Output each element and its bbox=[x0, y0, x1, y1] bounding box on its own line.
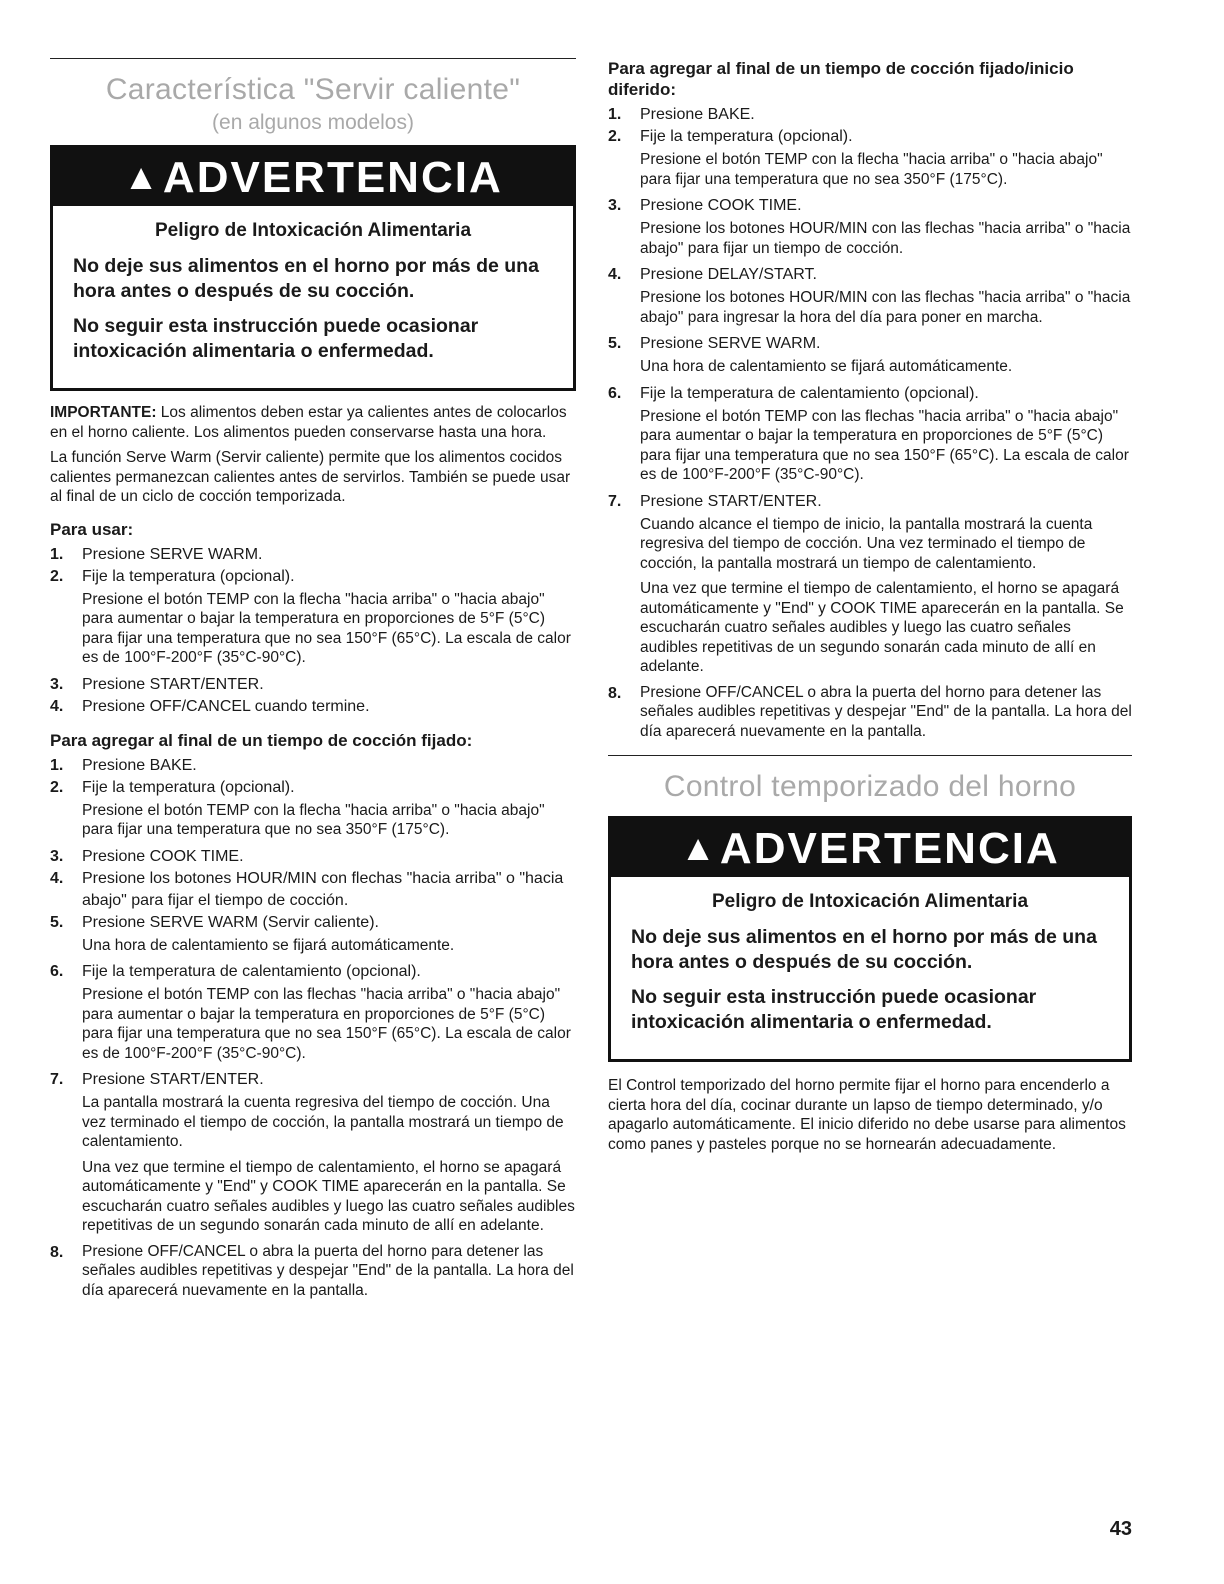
step-number: 4. bbox=[50, 697, 64, 715]
intro-paragraph: La función Serve Warm (Servir caliente) permite que los alimentos cocidos calientes permanezcan calientes antes de servirlos. También se puede usar al final de un ciclo de cocción temporizada. bbox=[50, 449, 571, 505]
warning-line-2: No seguir esta instrucción puede ocasionar intoxicación alimentaria o enfermedad. bbox=[631, 986, 1037, 1033]
section-subtitle: (en algunos modelos) bbox=[212, 111, 414, 134]
list-item bbox=[50, 777, 576, 840]
list-item bbox=[608, 333, 1132, 377]
warning-box bbox=[608, 816, 1132, 1062]
section-title-timed-control: Control temporizado del horno bbox=[663, 770, 1077, 803]
step-detail: La pantalla mostrará la cuenta regresiva del tiempo de cocción. Una vez terminado el tiempo de cocción, la pantalla mostrará un tiempo de calentamiento. bbox=[82, 1094, 564, 1150]
step-text: Fije la temperatura de calentamiento (opcional). bbox=[640, 384, 979, 402]
step-number: 7. bbox=[50, 1071, 64, 1088]
step-text: Presione COOK TIME. bbox=[82, 847, 244, 865]
step-text: Fije la temperatura (opcional). bbox=[82, 778, 295, 796]
list-item bbox=[50, 755, 576, 777]
warning-banner-text: ADVERTENCIA bbox=[719, 824, 1060, 873]
warning-banner-text: ADVERTENCIA bbox=[162, 153, 503, 202]
step-number: 2. bbox=[50, 778, 64, 796]
step-text: Presione DELAY/START. bbox=[640, 266, 817, 283]
step-detail: Presione el botón TEMP con la flecha "hacia arriba" o "hacia abajo" para fijar una temperatura que no sea 350°F (175°C). bbox=[640, 151, 1103, 188]
list-item bbox=[50, 961, 576, 1063]
list-item bbox=[608, 264, 1132, 327]
para-usar-heading: Para usar: bbox=[50, 519, 134, 539]
important-text: Los alimentos deben estar ya calientes antes de colocarlos en el horno caliente. Los alimentos pueden conservarse hasta una hora. bbox=[50, 404, 567, 441]
step-number: 4. bbox=[608, 266, 622, 283]
list-item bbox=[608, 104, 1132, 126]
step-detail: Una hora de calentamiento se fijará automáticamente. bbox=[82, 936, 455, 954]
warning-heading: Peligro de Intoxicación Alimentaria bbox=[711, 891, 1029, 912]
step-number: 4. bbox=[50, 869, 64, 887]
para-usar-steps bbox=[50, 544, 576, 718]
step-number: 6. bbox=[608, 384, 622, 402]
warning-body bbox=[611, 877, 1129, 1059]
step-text: Presione SERVE WARM. bbox=[82, 545, 263, 563]
step-number: 3. bbox=[50, 675, 64, 693]
list-item bbox=[50, 1242, 576, 1301]
important-label: IMPORTANTE: bbox=[50, 404, 157, 421]
step-detail-2: Una vez que termine el tiempo de calentamiento, el horno se apagará automáticamente y "End" y COOK TIME aparecerán en la pantalla. Se escucharán cuatro señales audibles y luego las cuatro señales audibles repetitivas de un segundo sonarán cada minuto de allí en adelante. bbox=[82, 1158, 575, 1234]
warning-line-2: No seguir esta instrucción puede ocasionar intoxicación alimentaria o enfermedad. bbox=[73, 315, 479, 362]
step-text: Fije la temperatura (opcional). bbox=[82, 567, 295, 585]
step-number: 5. bbox=[50, 913, 64, 931]
step-detail: Presione los botones HOUR/MIN con las flechas "hacia arriba" o "hacia abajo" para fijar un tiempo de cocción. bbox=[640, 220, 1131, 257]
list-item bbox=[50, 544, 576, 566]
step-text: Presione OFF/CANCEL o abra la puerta del horno para detener las señales audibles repetitivas y despejar "End" de la pantalla. La hora del día aparecerá nuevamente en la pantalla. bbox=[640, 683, 1132, 740]
step-text: Presione SERVE WARM. bbox=[640, 335, 821, 352]
step-number: 5. bbox=[608, 335, 622, 352]
list-item bbox=[608, 126, 1132, 189]
step-number: 1. bbox=[50, 756, 64, 774]
step-number: 1. bbox=[50, 545, 64, 563]
step-text: Presione BAKE. bbox=[640, 106, 755, 123]
important-paragraph bbox=[50, 403, 576, 442]
list-item bbox=[608, 383, 1132, 485]
step-text: Fije la temperatura de calentamiento (opcional). bbox=[82, 963, 421, 980]
warning-body bbox=[53, 206, 573, 388]
top-rule bbox=[50, 58, 576, 59]
section-title-serve-warm: Característica "Servir caliente" bbox=[105, 73, 521, 106]
step-text: Presione OFF/CANCEL cuando termine. bbox=[82, 697, 370, 715]
list-item bbox=[50, 912, 576, 956]
warning-banner bbox=[53, 148, 573, 206]
list-item bbox=[50, 696, 576, 718]
warning-box bbox=[50, 145, 576, 391]
diferido-steps bbox=[608, 104, 1132, 741]
timed-intro-paragraph: El Control temporizado del horno permite fijar el horno para encenderlo a cierta hora del día, cocinar durante un lapso de tiempo determinado, y/o apagarlo automáticamente. El inicio diferido no debe usarse para alimentos como panes y pasteles porque no se hornearán adecuadamente. bbox=[608, 1077, 1126, 1153]
step-text: Fije la temperatura (opcional). bbox=[640, 128, 853, 145]
warning-line-1: No deje sus alimentos en el horno por más de una hora antes o después de su cocción. bbox=[631, 926, 1097, 973]
list-item bbox=[50, 566, 576, 668]
diferido-heading: Para agregar al final de un tiempo de cocción fijado/inicio diferido: bbox=[608, 59, 1074, 99]
step-number: 8. bbox=[50, 1243, 64, 1261]
step-detail: Presione el botón TEMP con las flechas "hacia arriba" o "hacia abajo" para aumentar o bajar la temperatura en proporciones de 5°F (5°C) para fijar una temperatura que no sea 150°F (65°C). La escala de calor es de 100°F-200°F (35°C-90°C). bbox=[82, 986, 571, 1062]
warning-triangle-icon: ▲ bbox=[123, 156, 161, 197]
step-text: Presione SERVE WARM (Servir caliente). bbox=[82, 913, 379, 931]
list-item bbox=[608, 195, 1132, 258]
step-text: Presione START/ENTER. bbox=[82, 675, 264, 693]
left-column bbox=[50, 58, 576, 1300]
warning-heading: Peligro de Intoxicación Alimentaria bbox=[154, 220, 472, 241]
list-item bbox=[50, 846, 576, 868]
step-detail: Presione el botón TEMP con la flecha "hacia arriba" o "hacia abajo" para aumentar o bajar la temperatura en proporciones de 5°F (5°C) para fijar una temperatura que no sea 150°F (65°C). La escala de calor es de 100°F-200°F (35°C-90°C). bbox=[82, 590, 571, 666]
step-number: 2. bbox=[50, 567, 64, 585]
step-text: Presione los botones HOUR/MIN con flechas "hacia arriba" o "hacia abajo" para fijar el tiempo de cocción. bbox=[82, 869, 564, 909]
right-column bbox=[608, 58, 1132, 1160]
step-text: Presione OFF/CANCEL o abra la puerta del horno para detener las señales audibles repetitivas y despejar "End" de la pantalla. La hora del día aparecerá nuevamente en la pantalla. bbox=[82, 1242, 574, 1299]
step-number: 6. bbox=[50, 963, 64, 980]
warning-triangle-icon: ▲ bbox=[680, 827, 718, 868]
step-text: Presione BAKE. bbox=[82, 756, 197, 774]
step-detail: Una hora de calentamiento se fijará automáticamente. bbox=[640, 358, 1013, 375]
step-text: Presione START/ENTER. bbox=[640, 492, 822, 510]
step-detail: Presione el botón TEMP con la flecha "hacia arriba" o "hacia abajo" para fijar una temperatura que no sea 350°F (175°C). bbox=[82, 801, 545, 838]
step-number: 3. bbox=[608, 197, 622, 214]
step-detail-2: Una vez que termine el tiempo de calentamiento, el horno se apagará automáticamente y "End" y COOK TIME aparecerán en la pantalla. Se escucharán cuatro señales audibles y luego las cuatro señales audibles repetitivas de un segundo sonarán cada minuto de allí en adelante. bbox=[640, 580, 1124, 675]
step-number: 3. bbox=[50, 847, 64, 865]
warning-line-1: No deje sus alimentos en el horno por más de una hora antes o después de su cocción. bbox=[73, 255, 539, 302]
list-item bbox=[50, 674, 576, 696]
list-item bbox=[50, 1069, 576, 1236]
step-detail: Presione el botón TEMP con las flechas "hacia arriba" o "hacia abajo" para aumentar o bajar la temperatura en proporciones de 5°F (5°C) para fijar una temperatura que no sea 150°F (65°C). La escala de calor es de 100°F-200°F (35°C-90°C). bbox=[640, 407, 1129, 483]
step-number: 1. bbox=[608, 106, 622, 123]
fijado-heading: Para agregar al final de un tiempo de cocción fijado: bbox=[50, 730, 473, 750]
list-item bbox=[608, 683, 1132, 742]
step-number: 2. bbox=[608, 128, 622, 145]
step-number: 7. bbox=[608, 492, 622, 510]
step-number: 8. bbox=[608, 684, 622, 702]
section-rule bbox=[608, 755, 1132, 756]
list-item bbox=[608, 491, 1132, 677]
fijado-steps bbox=[50, 755, 576, 1301]
step-text: Presione START/ENTER. bbox=[82, 1071, 264, 1088]
page-number: 43 bbox=[1109, 1518, 1132, 1540]
step-text: Presione COOK TIME. bbox=[640, 197, 802, 214]
warning-banner bbox=[611, 819, 1129, 877]
list-item bbox=[50, 868, 576, 912]
step-detail: Presione los botones HOUR/MIN con las flechas "hacia arriba" o "hacia abajo" para ingresar la hora del día para poner en marcha. bbox=[640, 289, 1131, 326]
step-detail: Cuando alcance el tiempo de inicio, la pantalla mostrará la cuenta regresiva del tiempo de cocción. Una vez terminado el tiempo de cocción, la pantalla mostrará un tiempo de calentamiento. bbox=[640, 515, 1093, 572]
